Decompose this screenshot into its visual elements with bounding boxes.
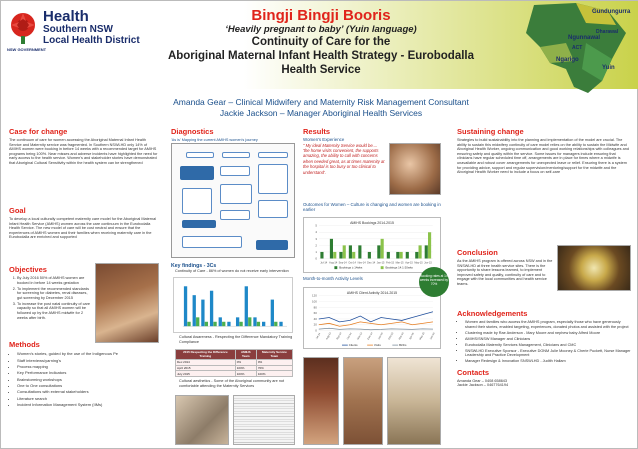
- map-label-gundungurra: Gundungurra: [592, 9, 631, 15]
- authors-block: [151, 97, 491, 119]
- bar: [227, 322, 230, 326]
- process-node: [182, 220, 216, 228]
- y-tick-label: 40: [313, 316, 317, 321]
- bar: [205, 322, 208, 326]
- key-findings-heading: Key findings - 3Cs: [171, 263, 217, 269]
- y-tick-label: 100: [312, 299, 317, 304]
- bar: [239, 322, 242, 326]
- key-findings-block: [171, 263, 295, 274]
- contacts-heading: Contacts: [457, 367, 490, 377]
- column-diagnostics: [171, 127, 295, 143]
- as-is-caption: 'As is' Mapping the current AMIHS women's journey: [171, 138, 258, 142]
- objective-item: 2. To implement the recommended standards for screening for diabetes, renal diseases, gut screening by December 2015: [17, 287, 91, 301]
- legend-label: Bookings ≥ 14wks: [339, 265, 363, 270]
- table-cell: 0%: [256, 359, 292, 365]
- sustaining-text: Strategies to build sustainability into the planning and implementation of the model are crucial. The ability to sustain this midwifery continuity of care model relies on the ability to sustain the Midwife and Aboriginal Health Worker, ongoing communication and good working relationships with colleagues and ensuring safety and quality within the service. Some issues for managers include ensuring that clinicians have regular scheduled time off, arrangements are in place for times where a midwife is unavailable and robust cover arrangements for unexpected leave or relief. Ensuring there is a system for providing advice, support and regular supervision/mentoring/support for the midwife and the Aboriginal Health Worker need to include a focus on self-care: [457, 138, 629, 175]
- process-node: [220, 210, 250, 220]
- logo-district-2: Local Health District: [43, 35, 140, 46]
- bar: [201, 300, 204, 327]
- y-tick-label: 60: [313, 311, 317, 316]
- y-tick-label: 1: [315, 249, 318, 254]
- table-header-row: [176, 350, 293, 360]
- ack-item: • Clustering made by Rae Anderson - Mary Moore and nephew baby Alfred Moore: [465, 331, 631, 336]
- bar: [257, 322, 260, 326]
- table-cell: 100%: [235, 365, 256, 371]
- bar: [184, 286, 187, 326]
- bar: [396, 252, 399, 259]
- table-photo: [387, 357, 441, 445]
- table-row: [176, 371, 293, 377]
- method-item: • Process mapping: [17, 364, 159, 369]
- bar: [406, 252, 409, 259]
- booking-rate-text: Booking rates at 14 weeks increased by 70%: [420, 274, 448, 286]
- bar: [368, 252, 371, 259]
- womens-experience-label: Women's Experience: [303, 137, 345, 142]
- map-label-dharawal: Dharawal: [596, 29, 619, 35]
- month-activity-label: Month-to-month Activity Levels: [303, 276, 363, 281]
- x-tick-label: Oct-14: [346, 332, 353, 341]
- process-node: [182, 236, 242, 248]
- training-table: [175, 349, 293, 377]
- y-tick-label: 20: [313, 322, 317, 327]
- bar: [210, 291, 213, 326]
- author-2: Jackie Jackson – Manager Aboriginal Health Services: [219, 108, 423, 118]
- table-cell: 70%: [256, 365, 292, 371]
- bar: [248, 317, 251, 326]
- y-tick-label: 80: [313, 305, 317, 310]
- bar: [358, 245, 361, 258]
- y-tick-label: 120: [312, 293, 317, 298]
- x-tick-label: Jan-15: [376, 261, 385, 265]
- bar: [274, 322, 277, 326]
- process-node: [180, 166, 214, 180]
- booking-rate-badge: [419, 267, 449, 297]
- objectives-list: [9, 276, 91, 320]
- method-item: • Literature search: [17, 396, 159, 401]
- x-tick-label: Jul-14: [320, 261, 328, 265]
- x-tick-label: Jun-15: [429, 332, 436, 341]
- bar: [339, 252, 342, 259]
- finding-continuity: Continuity of Care - 86% of women do not receive early intervention: [175, 269, 289, 273]
- x-tick-label: Apr-15: [408, 332, 415, 341]
- x-tick-label: Feb-15: [386, 261, 395, 265]
- x-tick-label: Dec-14: [367, 261, 376, 265]
- map-label-ngunnawal: Ngunnawal: [568, 35, 601, 41]
- outcomes-text: Outcomes for Women – Culture is changing and women are booking in earlier: [303, 202, 441, 212]
- acknowledgements-list: [457, 320, 631, 364]
- case-text: The continuum of care for women accessing the Aboriginal Maternal Infant Health Service and Maternity service was fragmented. In Southern NSWLHD only 14% of AMIHS women were booking in before 14 weeks with a recommended target for AMIHS programs being 100%. Near misses and adverse incidents have highlighted the need for early access to the health service. Women's and stakeholder stories have demonstrated that Aboriginal Cultural Sensitivity within the health system can be strengthened: [9, 138, 158, 165]
- ack-item: • Women and families who access the AMIHS program, especially those who have generously shared their stories, enabled targeting, experiences, donated photos and assisted with the project: [465, 320, 631, 329]
- table-cell: 100%: [235, 371, 256, 377]
- methods-heading: Methods: [9, 340, 40, 350]
- bar: [415, 252, 418, 259]
- health-logo: [7, 9, 142, 57]
- sustaining-heading: Sustaining change: [457, 127, 524, 136]
- table-header: 2015 Respecting the Difference Training: [176, 350, 236, 360]
- bar: [381, 239, 384, 259]
- poster-subtitle: ‘Heavily pregnant to baby’ (Yuin language): [225, 24, 417, 35]
- bar: [279, 322, 282, 326]
- bar: [219, 317, 222, 326]
- conclusion-heading: Conclusion: [457, 248, 498, 257]
- process-node: [258, 164, 288, 194]
- x-tick-label: Mar-15: [398, 331, 405, 341]
- contact-jackie: Jackie Jackson – 0467764194: [457, 383, 509, 388]
- bar: [428, 232, 431, 258]
- contact-amanda: Amanda Gear – 0408 658643: [457, 378, 508, 383]
- bar: [320, 252, 323, 259]
- finding-cultural-aesthetics: Cultural aesthetics - Some of the Aboriginal community are not comfortable attending the Maternity Services: [179, 379, 285, 388]
- acknowledgements-heading: Acknowledgements: [457, 309, 528, 318]
- results-heading: Results: [303, 127, 331, 136]
- x-tick-label: Mar-15: [395, 261, 404, 265]
- bar: [196, 317, 199, 326]
- process-node: [186, 152, 214, 158]
- bar: [419, 245, 422, 258]
- bar: [377, 245, 380, 258]
- continuity-bar-chart: [173, 277, 293, 333]
- finding-cultural-awareness: Cultural Awareness - Respecting the Difference Mandatory Training Compliance: [179, 335, 293, 344]
- activity-chart: [303, 287, 441, 349]
- x-tick-label: Nov-14: [357, 261, 366, 265]
- bar: [352, 252, 355, 259]
- x-tick-label: Apr-15: [405, 261, 413, 265]
- ack-item: • AMIHS/SNSW Manager and Clinicians: [465, 337, 631, 342]
- bar: [245, 286, 248, 326]
- bar: [387, 252, 390, 259]
- x-tick-label: May-15: [418, 331, 426, 341]
- nsw-government-text: NSW GOVERNMENT: [7, 47, 47, 52]
- process-node: [258, 200, 288, 218]
- process-node: [256, 240, 288, 250]
- poster-title-line4: Aboriginal Maternal Infant Health Strategy - Eurobodalla Health Service: [167, 50, 475, 76]
- y-tick-label: 5: [315, 223, 318, 228]
- poster-title-block: [151, 7, 491, 77]
- y-tick-label: 3: [315, 236, 318, 241]
- x-tick-label: May-15: [414, 261, 423, 265]
- bar: [349, 245, 352, 258]
- bar: [271, 300, 274, 327]
- bar: [253, 317, 256, 326]
- feet-photo: [343, 357, 383, 445]
- x-tick-label: Sep-14: [335, 331, 343, 341]
- women-quote: " My ideal Maternity Service would be.... 'the home visits convenient, the supports amazing, the ability to call with concerns when needed great, as at times maternity at the hospital is too busy or too clinical to understand'.: [303, 142, 385, 175]
- nsw-waratah-icon: [7, 9, 39, 49]
- legend-swatch: [381, 266, 384, 269]
- goal-text: To develop a local culturally competent maternity care model for the Aboriginal Maternal Infant Health Service (AMIHS) women across the care continuum in the Eurobodalla Health Service. The new model of care will be cost neutral and ensure that the experiences of AMIHS women and their families when receiving maternity care in the Eurobodalla are enriched and supported: [9, 217, 157, 240]
- shoes-photo: [303, 357, 339, 445]
- y-tick-label: 0: [315, 328, 317, 333]
- ack-item: • Eurobodalla Maternity Services Management, Clinicians and CMC: [465, 343, 631, 348]
- author-1: Amanda Gear – Clinical Midwifery and Maternity Risk Management Consultant: [173, 97, 469, 107]
- objective-item: 1. By July 2016 50% of AMIHS women are booked in before 14 weeks gestation: [17, 276, 91, 285]
- table-cell: July 2015: [176, 371, 236, 377]
- goal-heading: Goal: [9, 206, 26, 215]
- logo-district-1: Southern NSW: [43, 24, 113, 35]
- legend-label: Clients: [348, 343, 358, 348]
- bookings-chart: [303, 217, 441, 273]
- method-item: • Women's stories, guided by the use of the Indigenous Pe: [17, 351, 159, 356]
- bar: [333, 252, 336, 259]
- x-tick-label: Feb-15: [387, 331, 395, 341]
- ack-item: • Manager Redesign & Innovation SNSWLHD - Judith Hallam: [465, 359, 631, 364]
- bar: [343, 245, 346, 258]
- map-label-act: ACT: [572, 45, 583, 51]
- x-tick-label: Jan-15: [377, 332, 384, 341]
- x-tick-label: Dec-14: [366, 331, 374, 341]
- legend-label: Bookings 14.1-20wks: [385, 265, 413, 270]
- legend-label: Births: [399, 343, 407, 348]
- ack-item: • SNSWLHD Executive Sponsor - Executive DONM Julie Mooney & Cherie Puckett, Nurse Manager Leadership and Practice Development: [465, 349, 631, 358]
- method-item: • Key Performance Indicators: [17, 370, 159, 375]
- table-cell: Dec 2014: [176, 359, 236, 365]
- poster-title: Bingji Bingji Booris: [251, 7, 391, 24]
- chart-title: AMIHS Client Activity 2014-2015: [346, 290, 398, 295]
- x-tick-label: Oct-14: [348, 261, 356, 265]
- process-node: [220, 166, 250, 176]
- logo-health: Health: [43, 8, 89, 25]
- x-tick-label: Jun-15: [424, 261, 432, 265]
- method-item: • Consultations with external stakeholders: [17, 389, 159, 394]
- y-tick-label: 4: [315, 230, 318, 235]
- objective-item: 3. To increase the post natal continuity of care capacity so that all AMIHS women will be followed up by the AMIHS midwife for 2 weeks after birth.: [17, 302, 91, 320]
- mother-baby-photo: [95, 263, 159, 343]
- table-cell: 100%: [256, 371, 292, 377]
- case-heading: Case for change: [9, 127, 68, 136]
- process-node: [258, 152, 288, 158]
- legend-swatch: [334, 266, 337, 269]
- chart-title: AMIHS Bookings 2014-2015: [350, 220, 394, 225]
- as-is-process-map: [171, 143, 295, 258]
- table-header: AMIHS Team: [235, 350, 256, 360]
- x-tick-label: Aug-14: [325, 331, 333, 341]
- methods-list: [9, 351, 159, 407]
- table-cell: 0%: [235, 359, 256, 365]
- bar: [222, 322, 225, 326]
- process-node: [220, 184, 252, 204]
- x-tick-label: Aug-14: [329, 261, 338, 265]
- poster-title-line3: Continuity of Care for the: [251, 36, 391, 48]
- map-label-ngarigo: Ngarigo: [556, 57, 579, 63]
- artwork-photo: [557, 245, 631, 291]
- method-item: • Brainstorming workshops: [17, 377, 159, 382]
- bar: [400, 252, 403, 259]
- bar: [236, 317, 239, 326]
- y-tick-label: 2: [315, 243, 318, 248]
- x-tick-label: Nov-14: [356, 331, 364, 341]
- method-item: • Incident Information Management System (IIMs): [17, 402, 159, 407]
- conclusion-text: As the AMIHS program is offered across NSW and in the SNSWLHD at three health service sites. There is the opportunity to share lessons learned, to implement improved safety and quality, continuity of care and to engage with the local communities and health service teams.: [457, 259, 553, 286]
- table-header: Maternity Service Team: [256, 350, 292, 360]
- bar: [193, 295, 196, 326]
- document-photo: [233, 395, 295, 445]
- y-tick-label: 0: [315, 256, 318, 261]
- legend-label: Visits: [373, 343, 381, 348]
- region-map: [516, 3, 636, 95]
- process-node: [222, 152, 250, 158]
- objectives-heading: Objectives: [9, 265, 47, 274]
- bar: [262, 322, 265, 326]
- series-line: [319, 328, 433, 329]
- x-tick-label: Jul-14: [315, 332, 322, 340]
- bar: [213, 322, 216, 326]
- x-tick-label: Sep-14: [338, 261, 347, 265]
- bar: [187, 322, 190, 326]
- map-label-yuin: Yuin: [602, 65, 615, 71]
- method-item: • One to One consultations: [17, 383, 159, 388]
- diagnostics-heading: Diagnostics: [171, 127, 214, 136]
- bar: [330, 239, 333, 259]
- baby-photo: [389, 143, 441, 195]
- table-cell: April 2015: [176, 365, 236, 371]
- waiting-room-photo: [175, 395, 229, 445]
- bar: [425, 245, 428, 258]
- method-item: • Staff interviews/yarning's: [17, 358, 159, 363]
- process-node: [182, 188, 212, 214]
- series-line: [319, 322, 433, 326]
